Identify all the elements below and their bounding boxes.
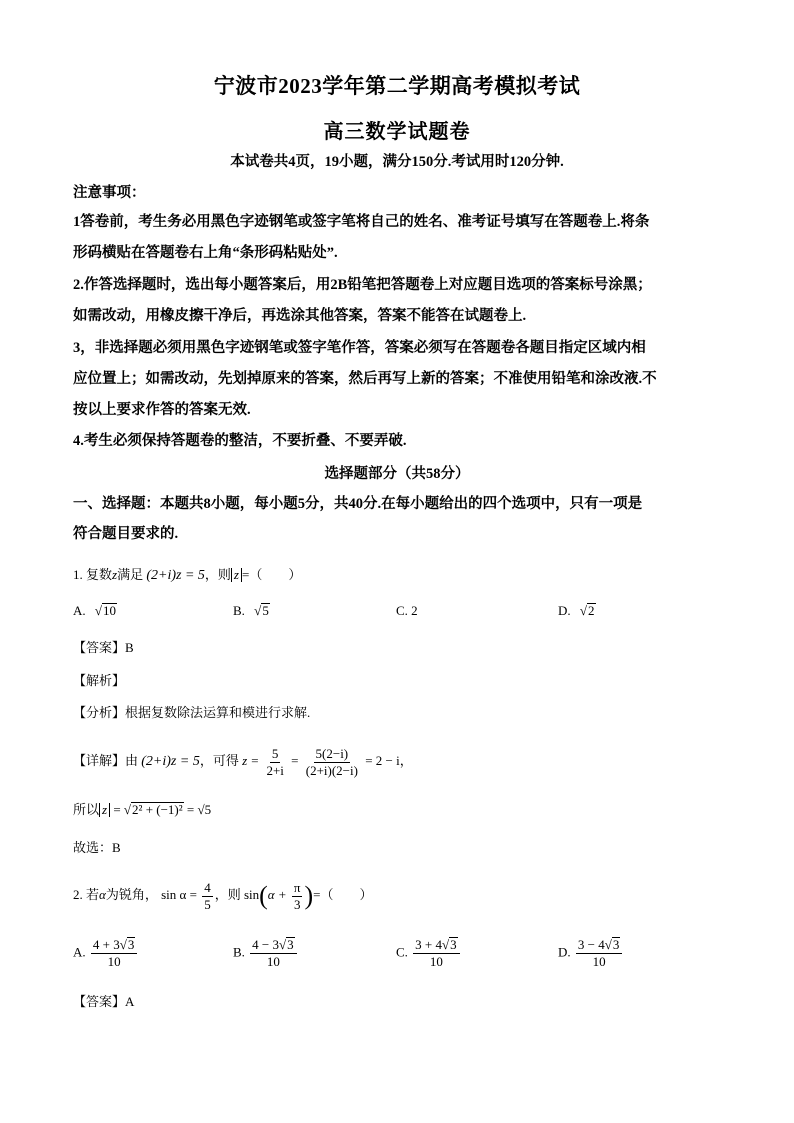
q1-answer: 【答案】B xyxy=(73,640,134,655)
q2-pi-den: 3 xyxy=(293,896,301,912)
q2-answer: 【答案】A xyxy=(73,994,135,1009)
q2-option-c-num-b: 3 xyxy=(450,937,457,952)
section-heading: 选择题部分（共58分） xyxy=(324,466,470,482)
q2-mid: 为锐角， xyxy=(105,887,158,902)
q1-detail-z: z = xyxy=(242,753,260,768)
q2-option-c: C. $\frac{3 + 4√3}{10}$ xyxy=(396,937,462,970)
q2-pi-num: π xyxy=(293,879,301,895)
q1-tail: =（ ） xyxy=(241,567,302,582)
section-intro-1: 一、选择题：本题共8小题，每小题5分，共40分.在每小题给出的四个选项中，只有一项是 xyxy=(73,496,643,512)
q1-modulus-var: z xyxy=(99,803,110,817)
q1-detail-mid: ，可得 xyxy=(199,753,239,768)
q1-modulus: z xyxy=(231,568,242,582)
q1-analysis: 【分析】根据复数除法运算和模进行求解. xyxy=(73,705,311,720)
notice-line-8: 4.考生必须保持答题卷的整洁，不要折叠、不要弄破. xyxy=(73,433,407,449)
q1-option-d: D. √2 xyxy=(558,603,595,618)
q1-option-a-value: 10 xyxy=(103,603,117,618)
q1-option-d-label: D. xyxy=(558,603,571,618)
q1-condition: (2+i)z = 5 xyxy=(146,568,205,583)
q1-fraction-2 xyxy=(304,746,360,779)
q2-sin-den: 5 xyxy=(204,896,211,912)
q2-option-b-label: B. xyxy=(233,944,245,960)
q1-var: z xyxy=(112,567,118,582)
q2-option-a-den: 10 xyxy=(107,954,121,969)
q1-option-b: B. √5 xyxy=(233,603,269,618)
notice-line-2: 形码横贴在答题卷右上角“条形码粘贴处”. xyxy=(73,245,338,261)
q1-prefix: 1. 复数 xyxy=(73,567,113,582)
q1-fraction-1-num: 5 xyxy=(271,745,279,761)
q2-option-d-num-b: 3 xyxy=(612,937,620,952)
q1-detail-condition: (2+i)z = 5 xyxy=(141,754,200,769)
q2-option-b-num-b: 3 xyxy=(287,937,294,952)
q1-mid: 满足 xyxy=(117,567,144,582)
q2-option-c-label: C. xyxy=(396,944,408,960)
q2-pi-fraction xyxy=(292,880,303,913)
q2-option-a-num-a: 4 + 3 xyxy=(92,937,120,952)
q2-option-c-num-a: 3 + 4 xyxy=(415,937,443,952)
q2-sin-fraction xyxy=(202,880,213,913)
q1-option-a: A. √10 xyxy=(73,603,117,618)
notice-heading: 注意事项： xyxy=(73,185,146,201)
q1-result: = 2 − i xyxy=(365,753,400,768)
exam-info: 本试卷共4页，19小题，满分150分.考试用时120分钟. xyxy=(230,154,564,170)
q1-option-a-label: A. xyxy=(73,603,86,618)
q1-detail-label: 【详解】由 xyxy=(73,753,139,768)
q1-fraction-1-den: 2+i xyxy=(266,762,284,778)
q2-option-d: D. $\frac{3 - 4√3}{10}$ xyxy=(558,937,624,970)
q2-option-b-num-a: 4 − 3 xyxy=(252,937,280,952)
q1-modulus-result: = √5 xyxy=(186,802,212,817)
q2-option-c-den: 10 xyxy=(429,954,443,969)
question-2-stem: 2. 若α为锐角， sin α = $\frac{4}{5}$ ，则 sin(α + $\frac{\pi}{3}$ )=（ ） xyxy=(73,879,373,912)
q1-conclusion: 故选：B xyxy=(73,840,121,855)
q2-option-b: B. $\frac{4 - 3√3}{10}$ xyxy=(233,937,299,970)
q2-sin-num: 4 xyxy=(204,879,211,895)
q1-fraction-2-num: 5(2−i) xyxy=(315,745,349,761)
q2-inner: α + xyxy=(267,887,287,902)
q2-option-a-label: A. xyxy=(73,944,86,960)
notice-line-7: 按以上要求作答的答案无效. xyxy=(73,402,251,418)
q1-detail: 【详解】由 (2+i)z = 5，可得 z = $\frac{5}{2+i}$ = $\frac{5(2-i)}{(2+i)(2-i)}$ = 2 − i， xyxy=(73,745,413,778)
question-1-stem xyxy=(73,565,301,586)
section-intro-2: 符合题目要求的. xyxy=(73,526,179,542)
q1-then: ，则 xyxy=(204,567,231,582)
q2-tail: =（ ） xyxy=(313,887,373,902)
notice-line-3: 2.作答选择题时，选出每小题答案后，用2B铅笔把答题卷上对应题目选项的答案标号涂黑； xyxy=(73,277,652,293)
q1-result-tail: ， xyxy=(399,753,413,768)
q1-fraction-2-den: (2+i)(2−i) xyxy=(305,762,358,778)
exam-subtitle: 高三数学试题卷 xyxy=(323,121,471,143)
notice-line-6: 应位置上；如需改动，先划掉原来的答案，然后再写上新的答案；不准使用铅笔和涂改液.不 xyxy=(73,371,657,387)
notice-line-5: 3，非选择题必须用黑色字迹钢笔或签字笔作答，答案必须写在答题卷各题目指定区域内相 xyxy=(73,340,646,356)
q2-option-a-num-b: 3 xyxy=(127,937,135,952)
q1-analysis-heading: 【解析】 xyxy=(73,673,126,688)
q1-modulus-line: 所以 z = √2² + (−1)² = √5 xyxy=(73,802,212,817)
q2-sin2-label: sin xyxy=(243,887,260,902)
q1-option-b-value: 5 xyxy=(262,603,269,618)
exam-title: 宁波市2023学年第二学期高考模拟考试 xyxy=(213,74,581,98)
q1-option-c-label: C. 2 xyxy=(396,603,418,618)
q1-option-c xyxy=(396,603,418,619)
q2-option-d-den: 10 xyxy=(592,954,606,969)
q1-modulus-expr: 2² + (−1)² xyxy=(132,802,183,817)
q2-option-d-num-a: 3 − 4 xyxy=(577,937,605,952)
q2-prefix: 2. 若 xyxy=(73,887,100,902)
q1-so-label: 所以 xyxy=(73,802,100,817)
q2-option-a: A. $\frac{4 + 3√3}{10}$ xyxy=(73,937,139,970)
q1-option-d-value: 2 xyxy=(588,603,595,618)
notice-line-4: 如需改动，用橡皮擦干净后，再选涂其他答案，答案不能答在试题卷上. xyxy=(73,308,527,324)
q2-sin-label: sin α = xyxy=(161,887,197,902)
q1-fraction-1 xyxy=(264,746,285,779)
q2-then: ，则 xyxy=(214,887,241,902)
q2-option-d-label: D. xyxy=(558,944,571,960)
q2-option-b-den: 10 xyxy=(266,954,280,969)
notice-line-1: 1答卷前，考生务必用黑色字迹钢笔或签字笔将自己的姓名、准考证号填写在答题卷上.将条 xyxy=(73,214,650,230)
q1-option-b-label: B. xyxy=(233,603,245,618)
q2-alpha: α xyxy=(99,887,106,902)
